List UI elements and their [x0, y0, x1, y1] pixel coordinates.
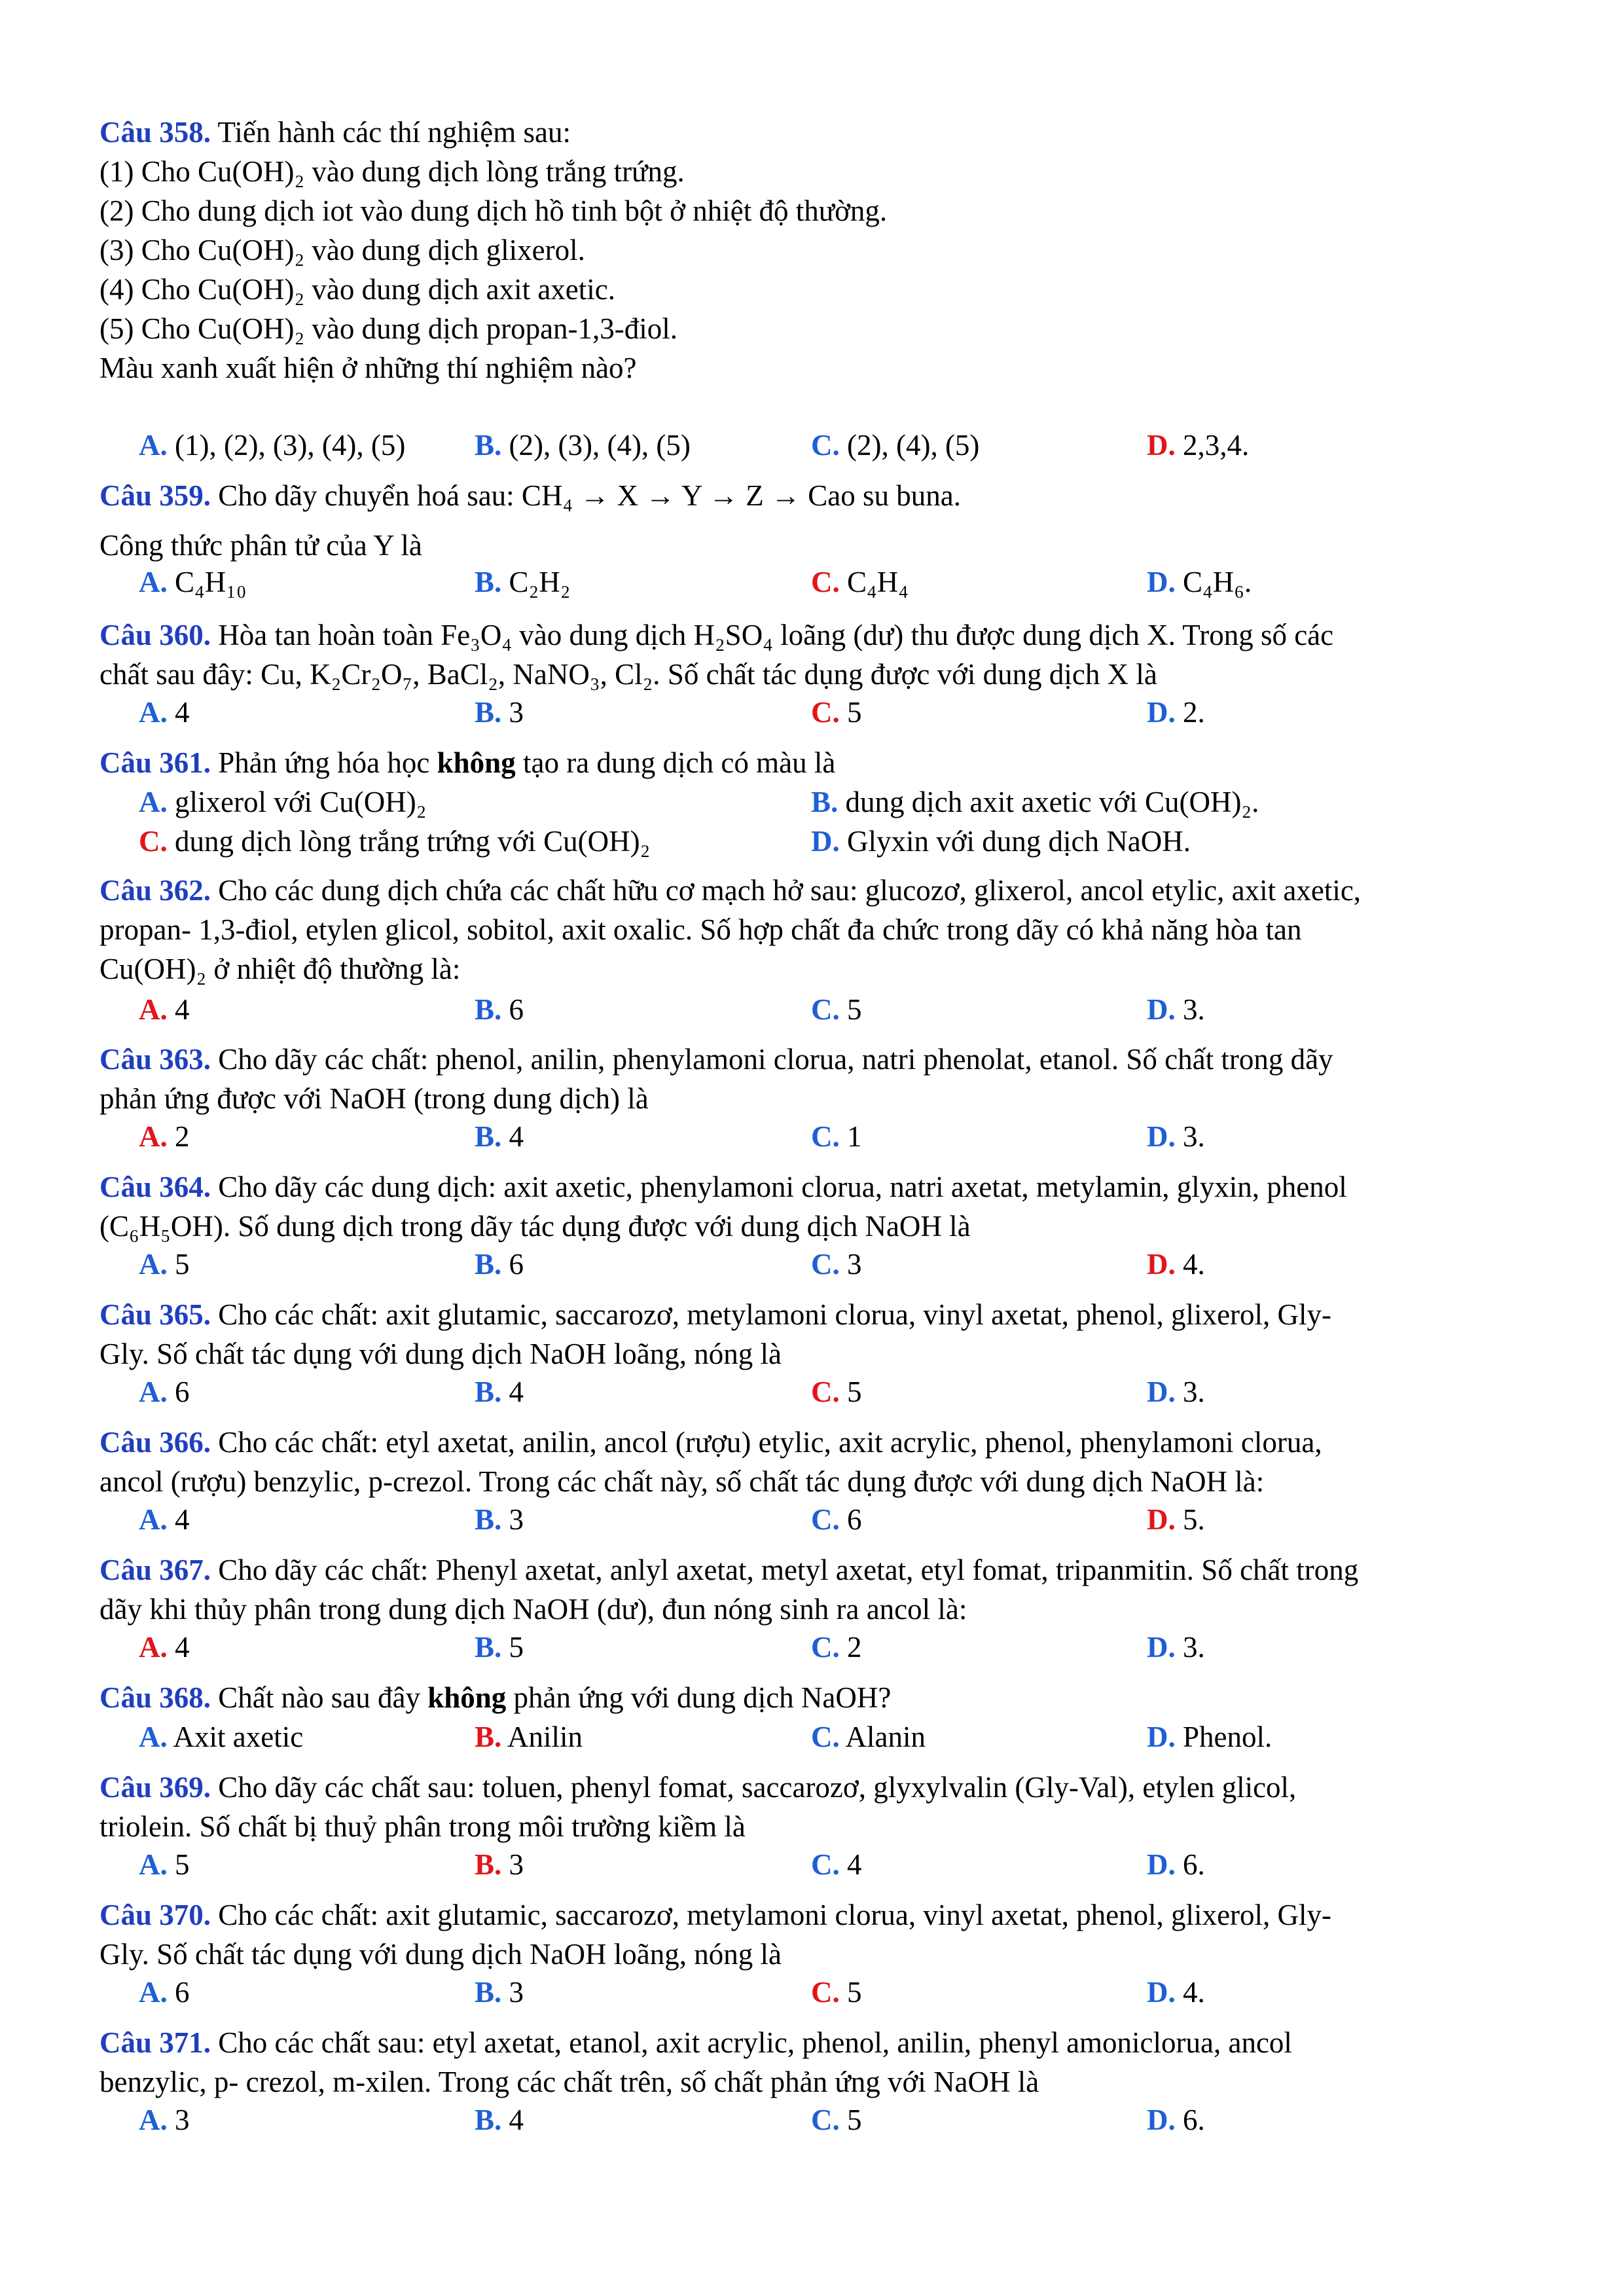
question-label: Câu 369.	[99, 1771, 211, 1804]
option-a: A. 4	[139, 696, 190, 729]
question-first-line: Câu 368. Chất nào sau đây không phản ứng với dung dịch NaOH?	[99, 1681, 892, 1714]
option-letter: A.	[139, 2104, 168, 2136]
option-d: D. C₄H₆.	[1147, 566, 1252, 598]
option-letter: B.	[475, 993, 502, 1026]
question-label: Câu 368.	[99, 1681, 211, 1714]
question-text-line: Cu(OH)₂ ở nhiệt độ thường là:	[99, 953, 461, 985]
question-first-line: Câu 363. Cho dãy các chất: phenol, anilin, phenylamoni clorua, natri phenolat, etanol. Số chất trong dãy	[99, 1043, 1333, 1076]
option-a: A. 4	[139, 1631, 190, 1664]
option-letter: D.	[1147, 1376, 1176, 1408]
question-label: Câu 364.	[99, 1171, 211, 1203]
option-a: A. 5	[139, 1848, 190, 1881]
option-letter: B.	[475, 1503, 502, 1536]
option-letter: B.	[475, 1248, 502, 1281]
option-c: C. 5	[811, 1376, 862, 1408]
question-label: Câu 360.	[99, 619, 211, 651]
question-text-line: ancol (rượu) benzylic, p-crezol. Trong các chất này, số chất tác dụng được với dung dịch NaOH là:	[99, 1465, 1265, 1498]
option-letter: A.	[139, 696, 168, 729]
option-letter: D.	[1147, 566, 1176, 598]
option-letter: B.	[475, 2104, 502, 2136]
question-text-line: Gly. Số chất tác dụng với dung dịch NaOH loãng, nóng là	[99, 1338, 782, 1370]
option-letter: A.	[139, 1120, 168, 1153]
option-letter: B.	[475, 1848, 502, 1881]
option-d: D. 6.	[1147, 1848, 1205, 1881]
option-c: C. 3	[811, 1248, 862, 1281]
option-letter: C.	[811, 1503, 840, 1536]
question-text-line: (2) Cho dung dịch iot vào dung dịch hồ tinh bột ở nhiệt độ thường.	[99, 194, 888, 227]
option-letter: D.	[1147, 1503, 1176, 1536]
option-a: A. C₄H₁₀	[139, 566, 247, 598]
option-letter: D.	[811, 825, 840, 858]
question-text-line: (5) Cho Cu(OH)₂ vào dung dịch propan-1,3-điol.	[99, 312, 678, 345]
option-d: D. 3.	[1147, 1376, 1205, 1408]
question-label: Câu 358.	[99, 116, 211, 149]
option-b: B. 5	[475, 1631, 524, 1664]
option-letter: A.	[139, 1631, 168, 1664]
question-text-line: (C₆H₅OH). Số dung dịch trong dãy tác dụng được với dung dịch NaOH là	[99, 1210, 971, 1243]
question-367	[99, 1550, 1525, 1664]
question-365	[99, 1295, 1525, 1408]
option-c: C. 5	[811, 1976, 862, 2009]
option-letter: A.	[139, 1248, 168, 1281]
option-letter: D.	[1147, 2104, 1176, 2136]
option-a: A. glixerol với Cu(OH)₂	[139, 786, 427, 818]
option-letter: C.	[811, 696, 840, 729]
option-a: A. 4	[139, 993, 190, 1026]
option-c: C. 5	[811, 993, 862, 1026]
option-b: B. 4	[475, 1376, 524, 1408]
option-b: B. dung dịch axit axetic với Cu(OH)₂.	[811, 786, 1259, 818]
question-361	[99, 743, 1525, 858]
option-letter: C.	[811, 1848, 840, 1881]
option-a: A. 4	[139, 1503, 190, 1536]
option-letter: A.	[139, 1376, 168, 1408]
question-370	[99, 1895, 1525, 2009]
option-b: B. 6	[475, 993, 524, 1026]
question-369	[99, 1768, 1525, 1881]
question-label: Câu 366.	[99, 1426, 211, 1459]
question-first-line: Câu 365. Cho các chất: axit glutamic, saccarozơ, metylamoni clorua, vinyl axetat, phenol, glixerol, Gly-	[99, 1298, 1332, 1331]
option-letter: D.	[1147, 429, 1176, 462]
question-359	[99, 476, 1525, 598]
option-letter: C.	[811, 1248, 840, 1281]
option-letter: A.	[139, 1848, 168, 1881]
question-363	[99, 1040, 1525, 1153]
option-b: B. 4	[475, 2104, 524, 2136]
question-label: Câu 359.	[99, 479, 211, 512]
option-letter: D.	[1147, 1848, 1176, 1881]
option-c: C. Alanin	[811, 1721, 926, 1753]
option-letter: C.	[811, 429, 840, 462]
question-label: Câu 362.	[99, 874, 211, 907]
question-first-line: Câu 370. Cho các chất: axit glutamic, saccarozơ, metylamoni clorua, vinyl axetat, phenol, glixerol, Gly-	[99, 1899, 1332, 1931]
option-letter: B.	[475, 429, 502, 462]
question-text-line: chất sau đây: Cu, K₂Cr₂O₇, BaCl₂, NaNO₃, Cl₂. Số chất tác dụng được với dung dịch X là	[99, 658, 1157, 691]
option-letter: B.	[475, 1976, 502, 2009]
option-d: D. 2.	[1147, 696, 1205, 729]
question-text-line: dãy khi thủy phân trong dung dịch NaOH (dư), đun nóng sinh ra ancol là:	[99, 1593, 967, 1626]
option-letter: D.	[1147, 1631, 1176, 1664]
option-letter: C.	[811, 1976, 840, 2009]
option-d: D. 4.	[1147, 1976, 1205, 2009]
option-letter: B.	[475, 1120, 502, 1153]
option-letter: C.	[811, 1631, 840, 1664]
option-d: D. 5.	[1147, 1503, 1205, 1536]
question-first-line: Câu 360. Hòa tan hoàn toàn Fe₃O₄ vào dung dịch H₂SO₄ loãng (dư) thu được dung dịch X. Trong số các	[99, 619, 1334, 651]
option-b: B. 3	[475, 1503, 524, 1536]
question-first-line: Câu 371. Cho các chất sau: etyl axetat, etanol, axit acrylic, phenol, anilin, phenyl amoniclorua, ancol	[99, 2026, 1292, 2059]
question-text-line: phản ứng được với NaOH (trong dung dịch) là	[99, 1082, 649, 1115]
option-letter: B.	[475, 1631, 502, 1664]
question-first-line: Câu 369. Cho dãy các chất sau: toluen, phenyl fomat, saccarozơ, glyxylvalin (Gly-Val), etylen glicol,	[99, 1771, 1297, 1804]
question-360	[99, 615, 1525, 729]
option-c: C. 2	[811, 1631, 862, 1664]
option-letter: C.	[811, 1376, 840, 1408]
question-371	[99, 2023, 1525, 2136]
option-letter: C.	[811, 566, 840, 598]
question-362	[99, 871, 1525, 1026]
option-a: A. 6	[139, 1976, 190, 2009]
question-text-line: triolein. Số chất bị thuỷ phân trong môi trường kiềm là	[99, 1810, 746, 1843]
question-label: Câu 371.	[99, 2026, 211, 2059]
option-letter: D.	[1147, 993, 1176, 1026]
option-letter: D.	[1147, 1120, 1176, 1153]
question-text-line: (4) Cho Cu(OH)₂ vào dung dịch axit axetic.	[99, 273, 616, 306]
question-label: Câu 363.	[99, 1043, 211, 1076]
question-text-line: benzylic, p- crezol, m-xilen. Trong các chất trên, số chất phản ứng với NaOH là	[99, 2066, 1039, 2098]
option-d: D. 3.	[1147, 1120, 1205, 1153]
option-letter: A.	[139, 1721, 168, 1753]
option-c: C. 5	[811, 2104, 862, 2136]
option-a: A. Axit axetic	[139, 1721, 304, 1753]
question-label: Câu 370.	[99, 1899, 211, 1931]
option-a: A. 6	[139, 1376, 190, 1408]
option-d: D. Glyxin với dung dịch NaOH.	[811, 825, 1191, 858]
option-letter: C.	[139, 825, 168, 858]
option-c: C. 4	[811, 1848, 862, 1881]
option-d: D. Phenol.	[1147, 1721, 1272, 1753]
option-letter: A.	[139, 786, 168, 818]
option-b: B. 4	[475, 1120, 524, 1153]
option-letter: B.	[811, 786, 839, 818]
question-label: Câu 361.	[99, 746, 211, 779]
option-b: B. 3	[475, 1848, 524, 1881]
option-a: A. 3	[139, 2104, 190, 2136]
option-letter: C.	[811, 1120, 840, 1153]
option-a: A. 5	[139, 1248, 190, 1281]
option-b: B. (2), (3), (4), (5)	[475, 429, 691, 462]
option-c: C. C₄H₄	[811, 566, 909, 598]
question-364	[99, 1167, 1525, 1281]
question-first-line: Câu 359. Cho dãy chuyển hoá sau: CH₄ → X → Y → Z → Cao su buna.	[99, 479, 961, 512]
option-b: B. Anilin	[475, 1721, 583, 1753]
option-letter: A.	[139, 1503, 168, 1536]
question-first-line: Câu 362. Cho các dung dịch chứa các chất hữu cơ mạch hở sau: glucozơ, glixerol, ancol etylic, axit axetic,	[99, 874, 1362, 907]
option-a: A. (1), (2), (3), (4), (5)	[139, 429, 406, 462]
option-letter: C.	[811, 1721, 840, 1753]
option-letter: A.	[139, 566, 168, 598]
option-d: D. 3.	[1147, 993, 1205, 1026]
question-first-line: Câu 364. Cho dãy các dung dịch: axit axetic, phenylamoni clorua, natri axetat, metylamin, glyxin, phenol	[99, 1171, 1347, 1203]
question-first-line: Câu 361. Phản ứng hóa học không tạo ra dung dịch có màu là	[99, 746, 836, 779]
option-c: C. (2), (4), (5)	[811, 429, 980, 462]
option-letter: B.	[475, 566, 502, 598]
option-letter: D.	[1147, 1721, 1176, 1753]
option-b: B. 3	[475, 696, 524, 729]
question-358	[99, 113, 1525, 462]
question-first-line: Câu 366. Cho các chất: etyl axetat, anilin, ancol (rượu) etylic, axit acrylic, phenol, phenylamoni clorua,	[99, 1426, 1322, 1459]
option-letter: B.	[475, 1376, 502, 1408]
option-b: B. 3	[475, 1976, 524, 2009]
option-letter: A.	[139, 429, 168, 462]
question-first-line: Câu 367. Cho dãy các chất: Phenyl axetat, anlyl axetat, metyl axetat, etyl fomat, tripanmitin. Số chất trong	[99, 1554, 1359, 1586]
option-letter: B.	[475, 1721, 502, 1753]
option-c: C. 5	[811, 696, 862, 729]
option-letter: D.	[1147, 1976, 1176, 2009]
question-text-line: (1) Cho Cu(OH)₂ vào dung dịch lòng trắng trứng.	[99, 155, 685, 188]
option-letter: D.	[1147, 696, 1176, 729]
question-first-line: Câu 358. Tiến hành các thí nghiệm sau:	[99, 116, 571, 149]
question-366	[99, 1423, 1525, 1536]
option-letter: D.	[1147, 1248, 1176, 1281]
question-text-line: Gly. Số chất tác dụng với dung dịch NaOH loãng, nóng là	[99, 1938, 782, 1971]
question-label: Câu 365.	[99, 1298, 211, 1331]
option-b: B. C₂H₂	[475, 566, 571, 598]
emphasis-word: không	[437, 746, 516, 779]
option-a: A. 2	[139, 1120, 190, 1153]
option-letter: A.	[139, 1976, 168, 2009]
emphasis-word: không	[427, 1681, 507, 1714]
option-d: D. 2,3,4.	[1147, 429, 1250, 462]
option-c: C. 1	[811, 1120, 862, 1153]
option-d: D. 6.	[1147, 2104, 1205, 2136]
option-b: B. 6	[475, 1248, 524, 1281]
question-368	[99, 1678, 1525, 1753]
option-letter: B.	[475, 696, 502, 729]
question-label: Câu 367.	[99, 1554, 211, 1586]
option-d: D. 3.	[1147, 1631, 1205, 1664]
option-c: C. 6	[811, 1503, 862, 1536]
option-letter: A.	[139, 993, 168, 1026]
question-text-line: Công thức phân tử của Y là	[99, 529, 422, 562]
option-letter: C.	[811, 2104, 840, 2136]
option-letter: C.	[811, 993, 840, 1026]
question-text-line: propan- 1,3-điol, etylen glicol, sobitol, axit oxalic. Số hợp chất đa chức trong dãy có khả năng hòa tan	[99, 913, 1302, 946]
option-d: D. 4.	[1147, 1248, 1205, 1281]
question-text-line: Màu xanh xuất hiện ở những thí nghiệm nào?	[99, 352, 637, 384]
question-text-line: (3) Cho Cu(OH)₂ vào dung dịch glixerol.	[99, 234, 585, 266]
option-c: C. dung dịch lòng trắng trứng với Cu(OH)₂	[139, 825, 651, 858]
